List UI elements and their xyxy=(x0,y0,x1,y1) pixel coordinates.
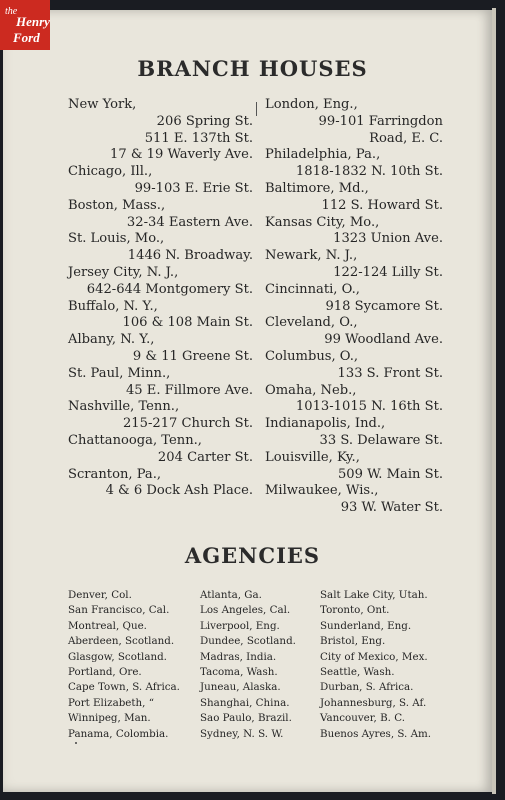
branch-entry xyxy=(68,97,253,164)
logo-ford: Ford xyxy=(13,30,40,45)
agency-entry: San Francisco, Cal. xyxy=(68,604,170,617)
agency-entry: Denver, Col. xyxy=(68,589,132,601)
branch-address: Road, E. C. xyxy=(369,130,443,146)
branch-address: 45 E. Fillmore Ave. xyxy=(125,382,253,398)
agency-entry: Los Angeles, Cal. xyxy=(200,604,291,617)
branch-entry xyxy=(68,265,253,299)
branch-city: Nashville, Tenn., xyxy=(68,399,180,415)
branch-address: 33 S. Delaware St. xyxy=(319,432,443,448)
branch-address: 93 W. Water St. xyxy=(340,500,443,516)
branch-city: London, Eng., xyxy=(265,97,358,112)
agency-entry: Madras, India. xyxy=(200,650,277,663)
branch-city: Scranton, Pa., xyxy=(68,466,162,482)
branch-address: 918 Sycamore St. xyxy=(325,298,443,314)
agency-entry: Liverpool, Eng. xyxy=(200,619,280,632)
branch-entry xyxy=(68,399,253,433)
agency-list xyxy=(68,588,448,742)
branch-list-left xyxy=(68,97,253,500)
branch-city: Milwaukee, Wis., xyxy=(265,483,379,499)
branch-entry xyxy=(68,198,253,232)
henry-ford-logo xyxy=(0,0,50,50)
branch-entry xyxy=(265,181,443,215)
branch-city: Philadelphia, Pa., xyxy=(265,147,381,163)
branch-entry xyxy=(68,164,253,198)
branch-city: Jersey City, N. J., xyxy=(68,264,179,280)
agency-entry: Vancouver, B. C. xyxy=(320,712,406,725)
branch-city: Kansas City, Mo., xyxy=(265,214,380,230)
agency-entry: Buenos Ayres, S. Am. xyxy=(320,727,432,740)
branch-entry xyxy=(265,315,443,349)
branch-address: 511 E. 137th St. xyxy=(144,130,253,146)
agency-entry: Bristol, Eng. xyxy=(320,635,386,648)
agency-entry: Salt Lake City, Utah. xyxy=(320,589,428,601)
branch-address: 1013-1015 N. 16th St. xyxy=(295,399,443,415)
branch-city: St. Louis, Mo., xyxy=(68,231,165,247)
agency-entry: Seattle, Wash. xyxy=(320,666,395,679)
branch-entry xyxy=(265,483,443,517)
branch-entry xyxy=(265,147,443,181)
branch-entry xyxy=(68,366,253,400)
agency-entry: Dundee, Scotland. xyxy=(200,635,296,648)
branch-entry xyxy=(265,349,443,383)
branch-entry xyxy=(265,416,443,450)
branch-entry xyxy=(265,282,443,316)
branch-city: Indianapolis, Ind., xyxy=(265,416,386,432)
agency-entry: Aberdeen, Scotland. xyxy=(68,635,175,648)
branch-city: Newark, N. J., xyxy=(265,248,358,264)
branch-address: 99-103 E. Erie St. xyxy=(134,180,253,196)
branch-address: 509 W. Main St. xyxy=(337,466,443,482)
agency-entry: Sunderland, Eng. xyxy=(320,619,412,632)
branch-address: 32-34 Eastern Ave. xyxy=(126,214,253,230)
agency-entry: Winnipeg, Man. xyxy=(68,712,151,725)
branch-city: Albany, N. Y., xyxy=(68,332,155,348)
column-divider xyxy=(256,102,257,116)
branch-entry xyxy=(68,467,253,501)
branch-address: 112 S. Howard St. xyxy=(321,197,443,213)
branch-city: Chicago, Ill., xyxy=(68,164,153,180)
branch-address: 106 & 108 Main St. xyxy=(122,315,253,331)
branch-address: 206 Spring St. xyxy=(156,113,253,129)
branch-address: 99-101 Farringdon xyxy=(318,113,443,129)
branch-address: 122-124 Lilly St. xyxy=(333,264,443,280)
agency-entry: Sao Paulo, Brazil. xyxy=(200,712,292,725)
branch-address: 4 & 6 Dock Ash Place. xyxy=(105,483,253,499)
page-edge xyxy=(492,8,496,794)
branch-city: Cincinnati, O., xyxy=(265,281,360,297)
branch-list-right xyxy=(265,97,443,517)
branch-city: Buffalo, N. Y., xyxy=(68,298,158,314)
branch-city: St. Paul, Minn., xyxy=(68,365,171,381)
branch-address: 17 & 19 Waverly Ave. xyxy=(110,147,253,163)
branch-city: Omaha, Neb., xyxy=(265,382,357,398)
branch-city: Cleveland, O., xyxy=(265,315,358,331)
branch-city: Boston, Mass., xyxy=(68,197,166,213)
logo-the: the xyxy=(5,6,18,17)
branch-city: Chattanooga, Tenn., xyxy=(68,432,202,448)
agency-entry: Johannesburg, S. Af. xyxy=(320,696,427,709)
branch-city: Columbus, O., xyxy=(265,348,359,364)
branch-city: New York, xyxy=(68,97,137,112)
agency-entry: Glasgow, Scotland. xyxy=(68,650,167,663)
branch-entry xyxy=(68,332,253,366)
branch-city: Baltimore, Md., xyxy=(265,180,369,196)
branch-address: 1446 N. Broadway. xyxy=(127,248,253,264)
branch-entry xyxy=(265,97,443,147)
agency-entry: Portland, Ore. xyxy=(68,666,142,679)
logo-henry: Henry xyxy=(16,14,50,29)
branch-entry xyxy=(265,450,443,484)
agency-entry: Toronto, Ont. xyxy=(320,604,390,617)
agency-entry: Montreal, Que. xyxy=(68,619,147,632)
agency-entry: Sydney, N. S. W. xyxy=(200,727,284,740)
branch-address: 204 Carter St. xyxy=(157,449,253,465)
branch-entry xyxy=(68,231,253,265)
branch-address: 1818-1832 N. 10th St. xyxy=(295,164,443,180)
branch-address: 9 & 11 Greene St. xyxy=(132,348,253,364)
page-mark xyxy=(75,742,77,744)
agency-entry: Cape Town, S. Africa. xyxy=(68,681,180,694)
agency-entry: Juneau, Alaska. xyxy=(200,681,281,694)
branch-address: 99 Woodland Ave. xyxy=(324,332,443,348)
branch-address: 133 S. Front St. xyxy=(337,365,443,381)
agency-entry: Durban, S. Africa. xyxy=(320,681,414,694)
agency-entry: Shanghai, China. xyxy=(200,696,290,709)
agency-entry: Atlanta, Ga. xyxy=(200,589,262,601)
agency-entry: City of Mexico, Mex. xyxy=(320,650,428,663)
agency-entry: Tacoma, Wash. xyxy=(200,666,278,679)
branch-address: 1323 Union Ave. xyxy=(333,231,443,247)
branch-entry xyxy=(265,383,443,417)
agency-entry: Port Elizabeth, “ xyxy=(68,696,154,709)
branch-city: Louisville, Ky., xyxy=(265,449,360,465)
branch-entry xyxy=(265,215,443,249)
branch-houses-heading: BRANCH HOUSES xyxy=(137,56,368,81)
branch-entry xyxy=(265,248,443,282)
branch-entry xyxy=(68,433,253,467)
agencies-heading: AGENCIES xyxy=(184,543,321,568)
branch-address: 642-644 Montgomery St. xyxy=(86,281,253,297)
branch-address: 215-217 Church St. xyxy=(122,416,253,432)
agency-entry: Panama, Colombia. xyxy=(68,727,169,740)
branch-entry xyxy=(68,299,253,333)
